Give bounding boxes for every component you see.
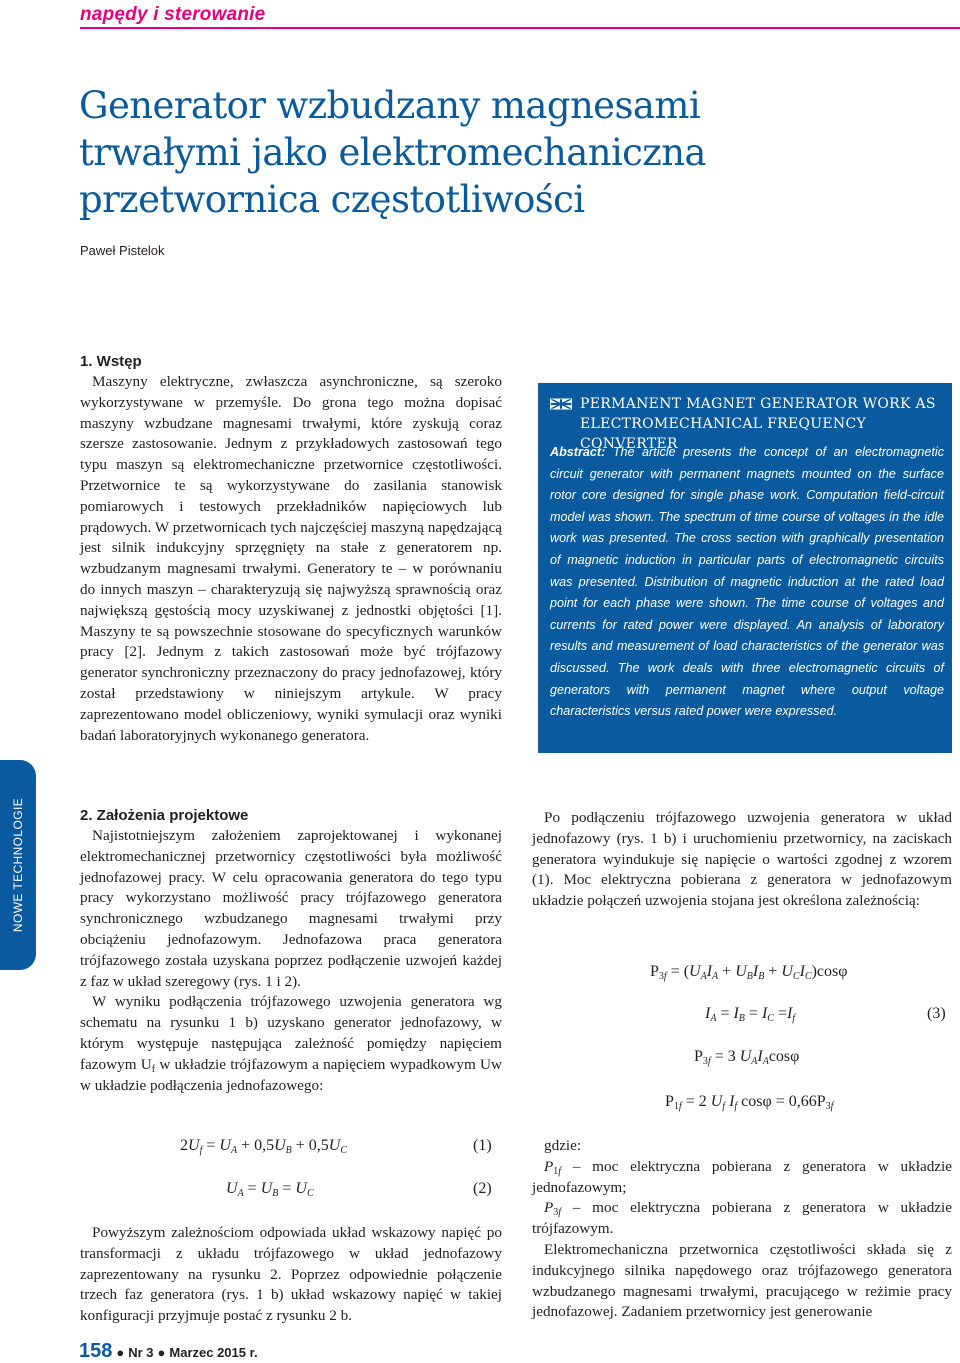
article-title: Generator wzbudzany magnesami trwałymi jako elektromechaniczna przetwornica częstotliwości xyxy=(79,84,706,221)
definitions-intro: gdzie: xyxy=(544,1137,582,1154)
section-2 xyxy=(80,806,502,1096)
equation-3a: $P_{3f} = (U_AI_A + U_BI_B + U_CI_C)\cos\varphi$ xyxy=(650,963,848,982)
section-1-body: Maszyny elektryczne, zwłaszcza asynchroniczne, są szeroko wykorzystywane w przemyśle. Do grona tego można dopisać maszyny wzbudzane magnesami trwałymi, które zyskują coraz szersze zastosowanie. Jednym z przykładowych zastosowań tego typu maszyn są elektromechaniczne przetwornice częstotliwości. Przetwornice te są wykorzystywane do zasilania stanowisk pomiarowych i testowych przekładników napięciowych lub prądowych. W przetwornicach tych najczęściej maszyną napędzającą jest silnik indukcyjny sprzęgnięty na stałe z generatorem np. wzbudzanym magnesami trwałymi. Generatory te – w porównaniu do innych maszyn – charakteryzują się najwyższą sprawnością oraz największą gęstością mocy uzyskiwanej z jednostki objętości [1]. Maszyny te są powszechnie stosowane do specyficznych warunków pracy [2]. Jednym z takich zastosowań może być trójfazowy generator synchroniczny przeznaczony do pracy jednofazowej, który został przedstawiony w niniejszym artykule. W pracy zaprezentowano model obliczeniowy, wyniki symulacji oraz wyniki badań laboratoryjnych wykonanego generatora. xyxy=(80,373,502,744)
section-2-heading: 2. Założenia projektowe xyxy=(80,807,249,824)
issue-number: Nr 3 xyxy=(128,1345,154,1360)
uk-flag-icon xyxy=(550,397,572,411)
abstract-text xyxy=(550,442,944,723)
equation-1-number: (1) xyxy=(473,1137,492,1154)
page-footer: 158 ● Nr 3 ● Marzec 2015 r. xyxy=(79,1340,258,1362)
equation-1: $2U_f = U_A + 0,5U_B + 0,5U_C$ xyxy=(180,1137,348,1156)
equation-3-number: (3) xyxy=(927,1005,946,1022)
equation-2: $U_A = U_B = U_C$ xyxy=(226,1180,314,1199)
issue-date: Marzec 2015 r. xyxy=(169,1345,258,1360)
section-2-continued xyxy=(80,1223,502,1327)
abstract-box xyxy=(538,383,952,753)
abstract-label: Abstract: xyxy=(550,445,606,459)
right-paragraph-1: Po podłączeniu trójfazowego uzwojenia generatora w układ jednofazowy (rys. 1 b) i uruchomieniu przetwornicy, na zaciskach generatora wyindukuje się napięcie o wartości zgodnej z wzorem (1). Moc elektryczna pobierana z generatora w jednofazowym układzie połączeń uzwojenia stojana jest określona zależnością: xyxy=(532,809,952,910)
equation-2-number: (2) xyxy=(473,1180,492,1197)
section-1 xyxy=(80,352,502,746)
definition-p1f: $P_{1f}$ – moc elektryczna pobierana z generatora w układzie jednofazowym; xyxy=(532,1157,952,1196)
article-author: Paweł Pistelok xyxy=(80,243,165,258)
section-2-paragraph-1: Najistotniejszym założeniem zaprojektowanej i wykonanej elektromechanicznej przetwornicy częstotliwości była możliwość jednofazowej pracy. W celu opracowania generatora do tego typu pracy wykorzystano możliwość pracy trójfazowego generatora synchronicznego wzbudzanego magnesami trwałymi przy obciążeniu jednofazowym. Jednofazowa praca generatora trójfazowego została uzyskana poprzez podłączenie uzwojeń każdej z faz w układ szeregowy (rys. 1 i 2). xyxy=(80,827,502,990)
header-rule xyxy=(80,27,960,29)
equation-3b: $I_A = I_B = I_C =I_f$ xyxy=(705,1005,796,1024)
definition-p3f: $P_{3f}$ – moc elektryczna pobierana z generatora w układzie trójfazowym. xyxy=(532,1199,952,1238)
section-2-paragraph-2: W wyniku podłączenia trójfazowego uzwojenia generatora wg schematu na rysunku 1 b) uzyskano generator jednofazowy, w którym występuje następująca zależność pomiędzy napięciem fazowym $U_f$ w układzie trójfazowym a napięciem wypadkowym Uw w układzie podłączenia jednofazowego: xyxy=(80,993,502,1094)
right-column-top xyxy=(532,808,952,912)
right-paragraph-last: Elektromechaniczna przetwornica częstotliwości składa się z indukcyjnego silnika napędowego oraz trójfazowego generatora wzbudzanego magnesami trwałymi, pracującego w reżimie pracy jednofazowej. Zadaniem przetwornicy jest generowanie xyxy=(532,1240,952,1321)
page-number: 158 xyxy=(79,1340,113,1362)
abstract-body: The article presents the concept of an electromagnetic circuit generator with permanent magnets mounted on the surface rotor core designed for single phase work. Computation field-circuit model was shown. The spectrum of time course of voltages in the idle work was presented. The cross section with graphically presentation of magnetic induction in particular parts of electromagnetic circuits was presented. Distribution of magnetic induction at the rated load point for each phase were shown. The time course of voltages and currents for rated power were displayed. An analysis of laboratory results and measurement of load characteristics of the generator was discussed. The work deals with three electromagnetic circuits of generators with permanent magnet where output voltage characteristics versus rated power were expressed. xyxy=(550,445,944,719)
side-tab-label: NOWE TECHNOLOGIE xyxy=(11,797,25,933)
abstract-title: PERMANENT MAGNET GENERATOR WORK AS ELECTROMECHANICAL FREQUENCY CONVERTER xyxy=(580,396,936,452)
definitions xyxy=(532,1136,952,1323)
equation-3c: $P_{3f} = 3$ $U_AI_A\cos\varphi$ xyxy=(694,1048,800,1067)
section-tag: napędy i sterowanie xyxy=(80,4,266,25)
equation-3d: $P_{1f} = 2$ $U_f$ $I_f$ $\cos\varphi = 0,66P_{3f}$ xyxy=(665,1093,834,1112)
section-1-heading: 1. Wstęp xyxy=(80,353,142,370)
section-2-paragraph-3: Powyższym zależnościom odpowiada układ wskazowy napięć po transformacji z układu trójfazowego w układ jednofazowy zaprezentowany na rysunku 2. Poprzez odpowiednie połączenie trzech faz generatora (rys. 1 b) układ wskazowy napięć w takiej konfiguracji przyjmuje postać z rysunku 2 b. xyxy=(80,1224,502,1325)
